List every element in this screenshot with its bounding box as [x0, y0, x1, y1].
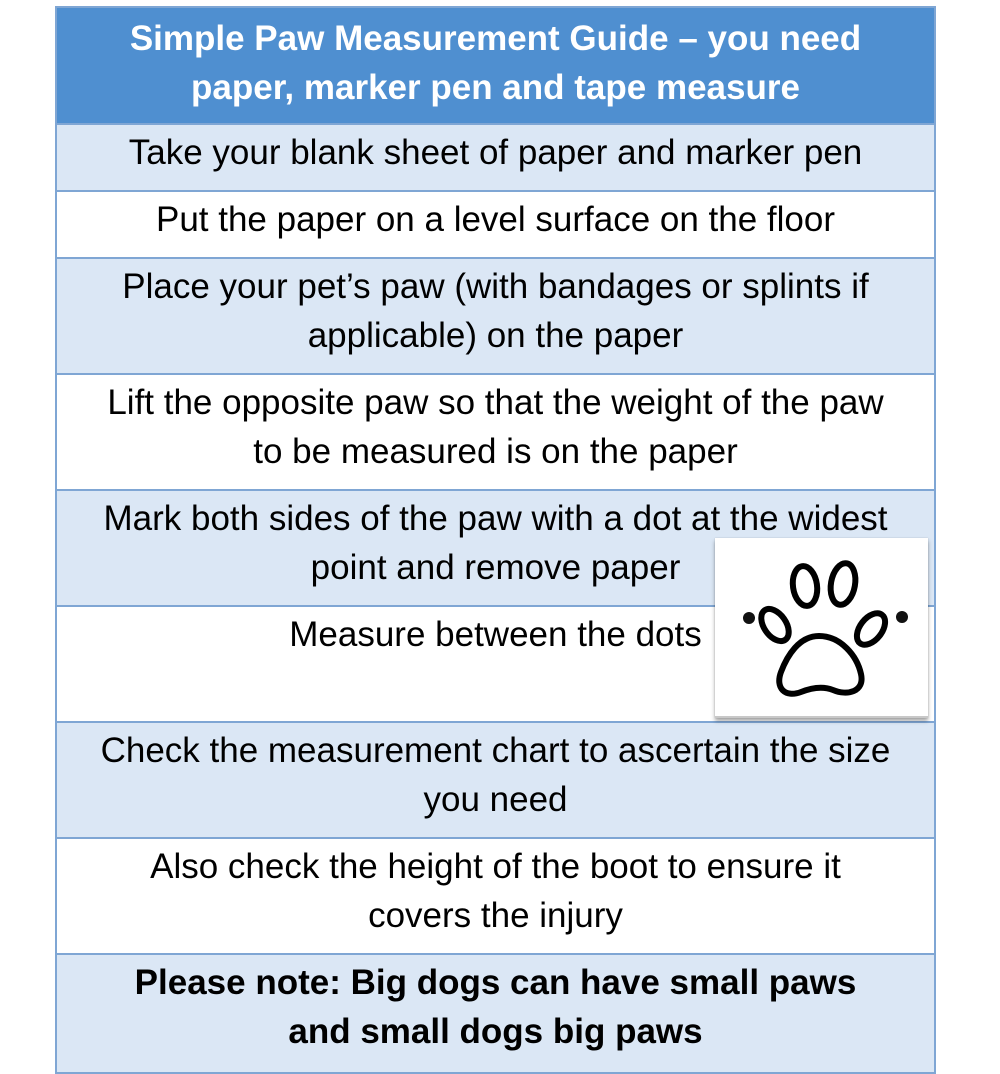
note-row [57, 955, 934, 1072]
step-row-1 [57, 125, 934, 192]
step-4-text-line-2: to be measured is on the paper [253, 432, 738, 471]
step-7-text-line-1: Check the measurement chart to ascertain the size [100, 731, 891, 770]
step-1-text: Take your blank sheet of paper and marker pen [128, 133, 863, 172]
paw-illustration [715, 538, 928, 718]
step-3-text-line-1: Place your pet’s paw (with bandages or splints if [122, 267, 869, 306]
header-line-1: Simple Paw Measurement Guide – you need [129, 19, 862, 58]
step-4-text-line-1: Lift the opposite paw so that the weight of the paw [107, 383, 884, 422]
step-5-text-line-1: Mark both sides of the paw with a dot at the widest [103, 499, 888, 538]
step-8-text-line-1: Also check the height of the boot to ensure it [150, 847, 841, 886]
step-row-8 [57, 839, 934, 955]
step-2-text: Put the paper on a level surface on the floor [155, 200, 836, 239]
step-7-text-line-2: you need [423, 780, 568, 819]
step-6-text: Measure between the dots [289, 615, 702, 654]
step-row-7 [57, 723, 934, 839]
step-row-4 [57, 375, 934, 491]
step-row-3 [57, 259, 934, 375]
header-line-2: paper, marker pen and tape measure [191, 68, 800, 107]
right-dot-icon [896, 611, 908, 623]
note-text-line-2: and small dogs big paws [288, 1012, 703, 1051]
step-row-2 [57, 192, 934, 259]
left-dot-icon [743, 612, 755, 624]
step-8-text-line-2: covers the injury [368, 896, 623, 935]
guide-header [57, 8, 934, 125]
step-3-text-line-2: applicable) on the paper [307, 316, 684, 355]
step-5-text-line-2: point and remove paper [310, 548, 681, 587]
note-text-line-1: Please note: Big dogs can have small paws [134, 963, 857, 1002]
paw-print-icon [715, 538, 928, 716]
